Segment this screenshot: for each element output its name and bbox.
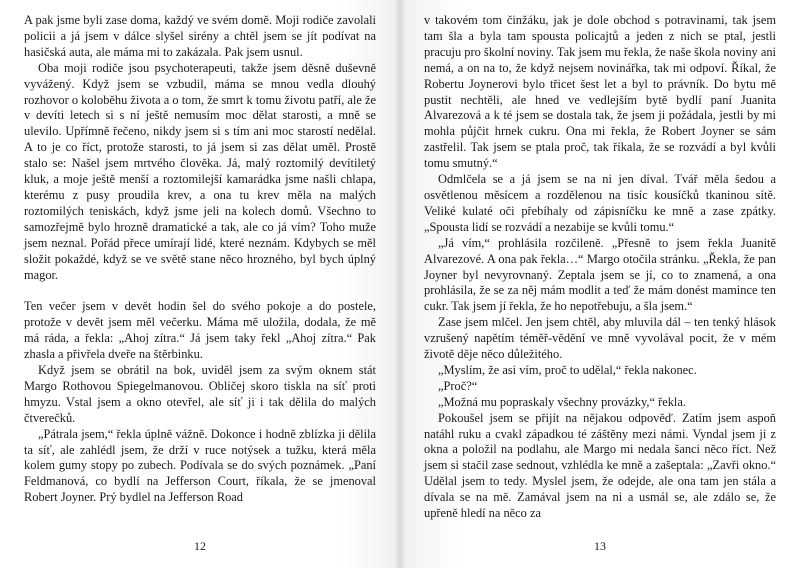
left-page-text [24,13,376,506]
paragraph: Když jsem se obrátil na bok, uviděl jsem za svým oknem stát Margo Rothovou Spiegelmanovou. Obličej skoro tiskla na síť proti hmyzu. Vstal jsem a okno otevřel, ale síť ji i tak dělila do malých čtverečků. [24,363,376,425]
page-number: 13 [594,539,606,553]
paragraph: v takovém tom činžáku, jak je dole obchod s potravinami, tak jsem tam šla a byla tam spousta policajtů a jeden z nich se ptal, jestli pracuju pro školní noviny. Tak jsem mu řekla, že naše škola noviny ani nemá, a on na to, že když nejsem novinářka, tak mi odpoví. Říkal, že Robertu Joynerovi bylo třicet šest let a byl to právník. Do bytu mě pustit nechtěli, ale hned ve vedlejším bytě bydlí paní Juanita Alvarezová a k té jsem se dostala tak, že jsem ji požádala, jestli by mi mohla půjčit hrnek cukru. Ona mi řekla, že Robert Joyner se sám zastřelil. Tak jsem se ptala proč, tak říkala, že se rozvádí a byl kvůli tomu smutný.“ [424,13,776,171]
book-gutter-shadow [394,0,406,568]
right-page-text [424,13,776,522]
right-page [400,0,800,568]
paragraph: „Možná mu popraskaly všechny provázky,“ řekla. [438,394,686,409]
paragraph: „Myslím, že asi vím, proč to udělal,“ řekla nakonec. [438,362,697,377]
paragraph: „Proč?“ [438,378,478,393]
paragraph: Zase jsem mlčel. Jen jsem chtěl, aby mluvila dál – ten tenký hlások vzrušený napětím téměř-vědění ve mně vyvolával pocit, že v mém životě děje něco důležitého. [424,315,776,362]
paragraph: Odmlčela se a já jsem se na ni jen díval. Tvář měla šedou a osvětlenou měsícem a rozdělenou na tisíc kousíčků tkaninou sítě. Veliké kulaté oči přebíhaly od zápisníčku ke mně a zase zpátky. „Spousta lidí se rozvádí a nezabije se kvůli tomu.“ [424,172,776,234]
paragraph: „Já vím,“ prohlásila rozčileně. „Přesně to jsem řekla Juanitě Alvarezové. A ona pak řekla…“ Margo otočila stránku. „Řekla, že pan Joyner byl nevyrovnaný. Zeptala jsem se jí, co to znamená, a ona prohlásila, že se za něj mám modlit a teď že mám donést mamince ten cukr. Tak jsem jí řekla, že ho nepotřebuju, a šla jsem.“ [424,235,776,314]
paragraph: „Pátrala jsem,“ řekla úplně vážně. Dokonce i hodně zblízka ji dělila ta síť, ale zahlédl jsem, že drží v ruce notýsek a tužku, která měla kolem gumy stopy po zubech. Podívala se do svých poznámek. „Paní Feldmanová, co bydlí na Jefferson Court, říkala, že se jmenoval Robert Joyner. Prý bydlel na Jefferson Road [24,426,376,505]
paragraph: Oba moji rodiče jsou psychoterapeuti, takže jsem děsně duševně vyvážený. Když jsem se vzbudil, máma se mnou vedla dlouhý rozhovor o koloběhu života a o tom, že smrt k tomu životu patří, ale že v devíti letech si s ní ještě nemusím moc dělat starosti, a mně se ulevilo. Upřímně řečeno, nikdy jsem si s tím ani moc starostí nedělal. A to je co říct, protože starosti, to já jsem si zas dělat uměl. Prostě stalo se: Našel jsem mrtvého člověka. Já, malý roztomilý devítiletý kluk, a moje ještě menší a roztomilejší kamarádka jsme našli chlapa, kterému z pusy proudila krev, a ona tu krev měla na malých roztomilých teniskách, když jsme jeli na kolech domů. Všechno to samozřejmě bylo hrozně dramatické a tak, ale co já vím? Toho muže jsem neznal. Pořád přece umírají lidé, které neznám. Kdybych se měl složit pokaždé, když se ve světě stane něco hrozného, byl bych úplný magor. [24,60,376,282]
paragraph: A pak jsme byli zase doma, každý ve svém domě. Moji rodiče zavolali policii a já jsem v dálce slyšel sirény a chtěl jsem se jít podívat na hasičská auta, ale máma mi to zakázala. Pak jsem usnul. [24,13,376,59]
paragraph: Pokoušel jsem se přijít na nějakou odpověď. Zatím jsem aspoň natáhl ruku a cvakl západkou té záštěny mezi námi. Vyndal jsem ji z okna a položil na podlahu, ale Margo mi nedala šanci něco říct. Než jsem si stačil zase sednout, vzhlédla ke mně a zašeptala: „Zavři okno.“ Udělal jsem to tedy. Myslel jsem, že odejde, ale ona tam jen stála a dívala se na mě. Zamával jsem na ni a usmál se, ale zdálo se, že upřeně hledí na něco za [424,410,776,521]
paragraph: Ten večer jsem v devět hodin šel do svého pokoje a do postele, protože v devět jsem měl večerku. Máma mě uložila, dodala, že mě má ráda, a řekla: „Ahoj zítra.“ Já jsem taky řekl „Ahoj zítra.“ Pak zhasla a přivřela dveře na štěrbinku. [24,299,376,362]
page-number: 12 [194,539,206,553]
